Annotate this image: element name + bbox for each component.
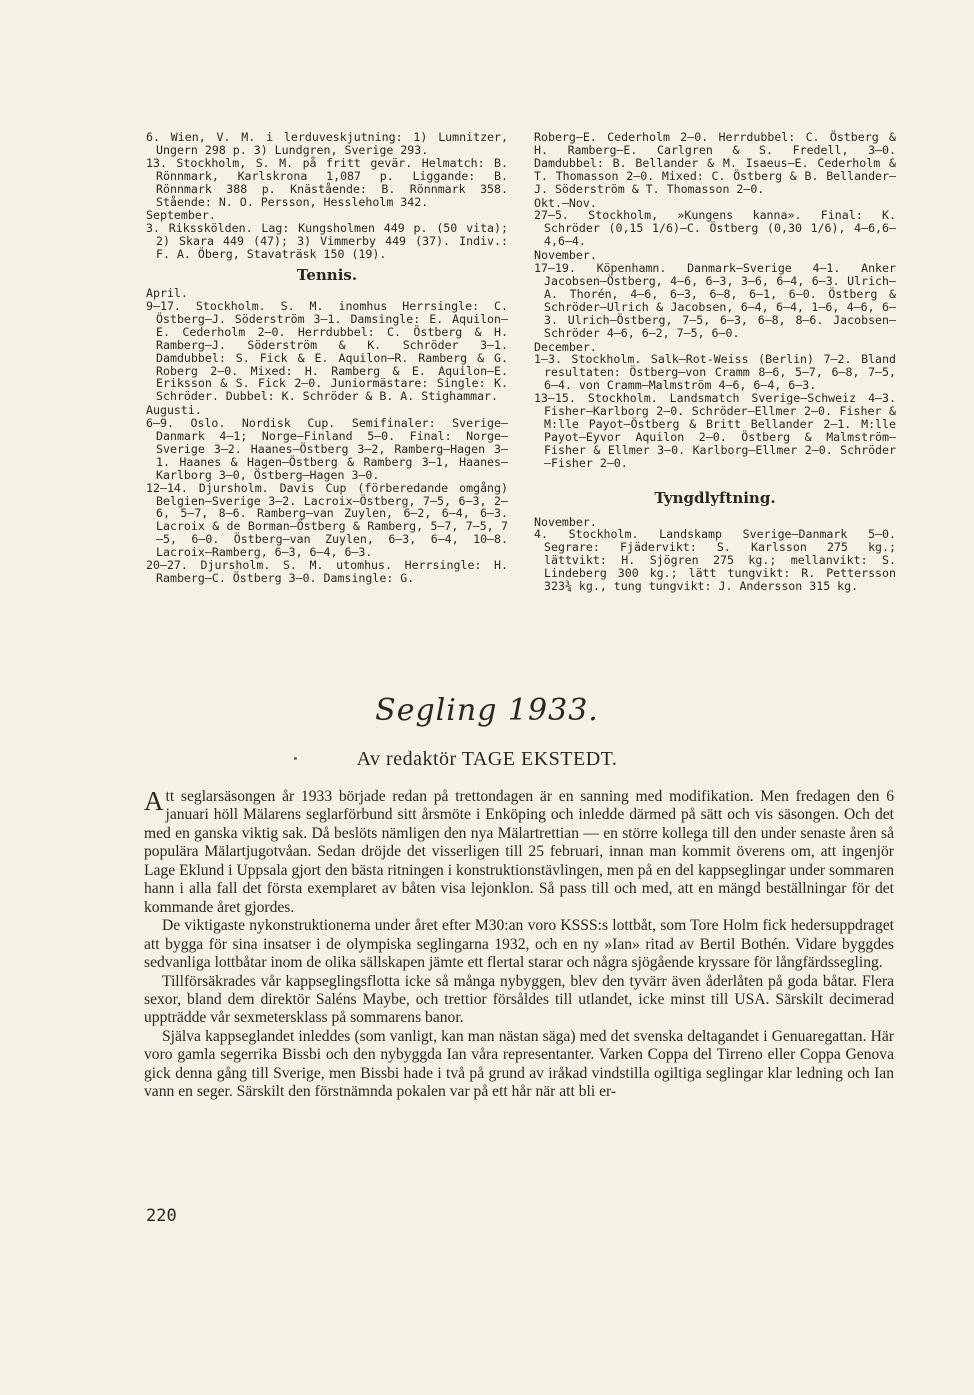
article-title: Segling 1933. — [375, 693, 599, 728]
drop-cap: A — [144, 786, 164, 816]
tennis-heading: Tennis. — [296, 266, 358, 285]
result-entry: 6—9. Oslo. Nordisk Cup. Semifinaler: Sverige—Danmark 4—1; Norge—Finland 5—0. Final: Norge—Sverige 3—2. Haanes—Östberg 3—2, Ramberg—Hagen 3—1. Haanes & Hagen—Östberg & Ramberg 3—1, Haanes—Karlborg 3—0, Östberg—Hagen 3—0. — [146, 416, 508, 482]
page-number: 220 — [146, 1206, 177, 1226]
month-label: December. — [534, 339, 597, 354]
result-entry: Roberg—E. Cederholm 2—0. Herrdubbel: C. Östberg & H. Ramberg—E. Carlgren & S. Fredell, 3—0. Damdubbel: B. Bellander & M. Isaeus—E. Cederholm & T. Thomasson 2—0. Mixed: C. Östberg & B. Bellander—J. Söderström & T. Thomasson 2—0. — [534, 130, 896, 196]
first-paragraph-text: tt seglarsäsongen år 1933 började redan på trettondagen är en sanning med modifikation. Men fredagen den 6 januari höll Mälarens seglarförbund sitt årsmöte i Enköping och inledde därmed på sätt och vis säsongen. Och det med en ganska viktig sak. Då beslöts nämligen den nya Mälartrettian — en större kollega till den under senaste åren så populära Mälartjugotvåan. Sedan dröjde det visserligen till 25 februari, innan man kommit överens om, att ingenjör Lage Eklund i Uppsala gjort den bästa ritningen i konstruktionstävlingen, men på en del kappseglingar under sommaren hann i alla fall det första exemplaret av båten visa lejonklon. Så pass till och med, att en mängd beställningar för det kommande året gjordes. — [144, 788, 894, 916]
month-label: November. — [534, 514, 597, 529]
month-label: Augusti. — [146, 403, 202, 418]
article-paragraph: Själva kappseglandet inleddes (som vanligt, kan man nästan säga) med det svenska deltagandet i Genuaregattan. Här voro gamla segerrika Bissbi och den nybyggda Ian våra representanter. Varken Coppa del Tirreno eller Coppa Genova gick denna gång till Sverige, men Bissbi hade i två på grund av iråkad vindstilla ogiltiga seglingar klar ledning och Ian vann en seger. Särskilt den förstnämnda pokalen var på ett hår när att bli er- — [144, 1027, 894, 1101]
month-label: April. — [146, 286, 188, 301]
result-entry: 6. Wien, V. M. i lerduveskjutning: 1) Lumnitzer, Ungern 298 p. 3) Lundgren, Sverige 293. — [146, 130, 508, 157]
article-paragraph: Tillförsäkrades vår kappseglingsflotta icke så många nybyggen, blev den tyvärr även åderlåten på goda båtar. Flera sexor, bland dem direktör Saléns Maybe, och trettior försåldes till utlandet, icke minst till USA. Särskilt decimerad uppträdde vår sexmetersklass på sommarens banor. — [144, 972, 894, 1027]
article-paragraph: De viktigaste nykonstruktionerna under året efter M30:an voro KSSS:s lottbåt, som Tore Holm fick hedersuppdraget att bygga för sina insatser i de olympiska seglingarna 1932, och en ny »Ian» ritad av Bertil Bothén. Vidare byggdes sedvanliga lottbåtar inom de olika sällskapen jämte ett flertal starar och några sjögående kryssare för långfärdssegling. — [144, 917, 894, 972]
result-entry: 9—17. Stockholm. S. M. inomhus Herrsingle: C. Östberg—J. Söderström 3—1. Damsingle: E. Aquilon—E. Cederholm 2—0. Herrdubbel: C. Östberg & H. Ramberg—J. Söderström & K. Schröder 3—1. Damdubbel: S. Fick & E. Aquilon—R. Ramberg & G. Roberg 2—0. Mixed: H. Ramberg & E. Aquilon—E. Eriksson & S. Fick 2—0. Juniormästare: Single: K. Schröder. Dubbel: K. Schröder & B. A. Stighammar. — [146, 298, 508, 404]
result-entry: 3. Riksskölden. Lag: Kungsholmen 449 p. (50 vita); 2) Skara 449 (47); 3) Vimmerby 449 (37). Indiv.: F. A. Öberg, Stavaträsk 150 (19). — [146, 221, 508, 262]
article-body — [144, 788, 894, 1102]
result-entry: 1—3. Stockholm. Salk—Rot-Weiss (Berlin) 7—2. Bland resultaten: Östberg—von Cramm 8—6, 5—7, 6—8, 7—5, 6—4. von Cramm—Malmström 4—6, 6—4, 6—3. — [534, 352, 896, 393]
result-entry: 27—5. Stockholm, »Kungens kanna». Final: K. Schröder (0,15 1/6)—C. Östberg (0,30 1/6), 4—6,6—4,6—4. — [534, 208, 896, 249]
result-entry: 13. Stockholm, S. M. på fritt gevär. Helmatch: B. Rönnmark, Karlskrona 1,087 p. Liggande: B. Rönnmark 388 p. Knästående: B. Rönnmark 358. Stående: N. O. Persson, Hessleholm 342. — [146, 155, 508, 209]
result-entry: 17—19. Köpenhamn. Danmark—Sverige 4—1. Anker Jacobsen—Östberg, 4—6, 6—3, 3—6, 6—4, 6—3. Ulrich—A. Thorén, 4—6, 6—3, 6—8, 6—1, 6—0. Östberg & Schröder—Ulrich & Jacobsen, 6—4, 6—4, 1—6, 4—6, 6—3. Ulrich—Östberg, 7—5, 6—3, 6—8, 8—6. Jacobsen—Schröder 4—6, 6—2, 7—5, 6—0. — [534, 261, 896, 340]
left-results-column — [146, 131, 508, 585]
article-byline: Av redaktör TAGE EKSTEDT. — [356, 748, 618, 770]
result-entry: 13—15. Stockholm. Landsmatch Sverige—Schweiz 4—3. Fisher—Karlborg 2—0. Schröder—Ellmer 2—0. Fisher & M:lle Payot—Östberg & Britt Bellander 2—1. M:lle Payot—Eyvor Aquilon 2—0. Östberg & Malmström—Fisher & Ellmer 3—0. Karlborg—Ellmer 2—0. Schröder—Fisher 2—0. — [534, 391, 896, 470]
article-paragraph — [144, 788, 894, 917]
month-label: November. — [534, 248, 597, 263]
month-label: September. — [146, 208, 216, 223]
result-entry: 20—27. Djursholm. S. M. utomhus. Herrsingle: H. Ramberg—C. Östberg 3—0. Damsingle: G. — [146, 558, 508, 585]
result-entry: 4. Stockholm. Landskamp Sverige—Danmark 5—0. Segrare: Fjädervikt: S. Karlsson 275 kg.; lättvikt: H. Sjögren 275 kg.; mellanvikt: S. Lindeberg 300 kg.; lätt tungvikt: R. Pettersson 323¾ kg., tung tungvikt: J. Andersson 315 kg. — [534, 527, 896, 594]
weightlifting-heading: Tyngdlyftning. — [654, 488, 776, 507]
result-entry: 12—14. Djursholm. Davis Cup (förberedande omgång) Belgien—Sverige 3—2. Lacroix—Östberg, 7—5, 6—3, 2—6, 5—7, 8—6. Ramberg—van Zuylen, 6—2, 6—4, 6—3. Lacroix & de Borman—Östberg & Ramberg, 5—7, 7—5, 7—5, 6—0. Östberg—van Zuylen, 6—3, 6—4, 10—8. Lacroix—Ramberg, 6—3, 6—4, 6—3. — [146, 480, 508, 560]
right-results-column — [534, 131, 896, 593]
month-label: Okt.—Nov. — [534, 195, 597, 210]
